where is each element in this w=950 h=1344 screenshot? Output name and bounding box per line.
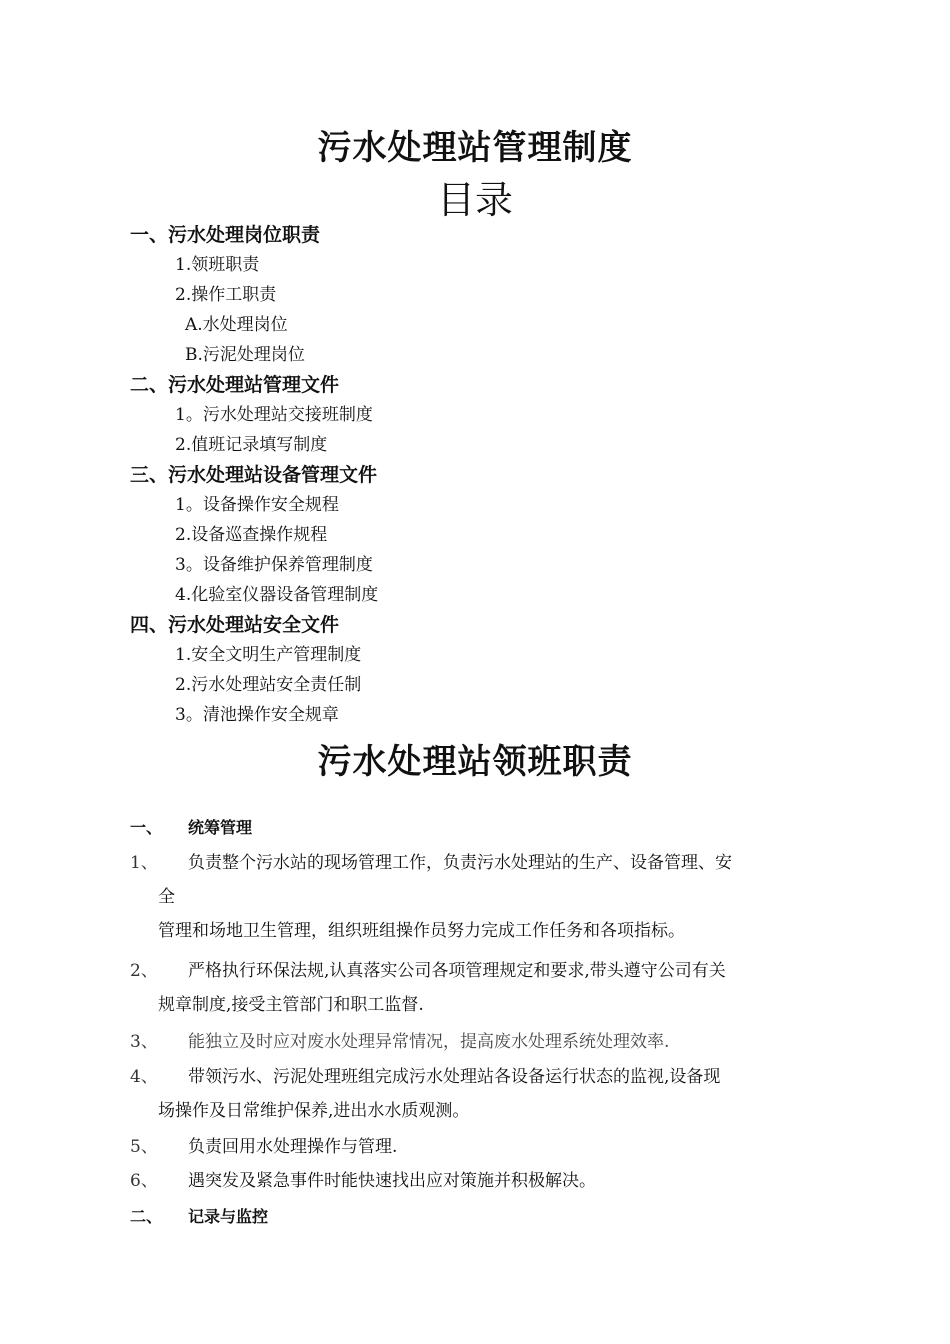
toc-section-1: 一、污水处理岗位职责 bbox=[130, 224, 321, 246]
item-number: 3、 bbox=[130, 1032, 158, 1052]
paragraph-text: 场操作及日常维护保养,进出水水质观测。 bbox=[158, 1101, 470, 1121]
paragraph-text: 负责整个污水站的现场管理工作，负责污水处理站的生产、设备管理、安 bbox=[188, 853, 732, 873]
duty-paragraph-4 bbox=[130, 1060, 810, 1128]
paragraph-text: 能独立及时应对废水处理异常情况，提高废水处理系统处理效率. bbox=[188, 1032, 670, 1052]
subsection-heading-2 bbox=[130, 1205, 268, 1229]
paragraph-text: 全 bbox=[158, 887, 175, 907]
duty-paragraph-5 bbox=[130, 1130, 810, 1164]
paragraph-text: 严格执行环保法规,认真落实公司各项管理规定和要求,带头遵守公司有关 bbox=[188, 961, 726, 981]
duty-paragraph-6 bbox=[130, 1164, 810, 1198]
toc-item: 2.值班记录填写制度 bbox=[175, 435, 328, 455]
item-number: 1、 bbox=[130, 853, 158, 873]
subsection-number: 二、 bbox=[130, 1207, 163, 1226]
toc-title: 目录 bbox=[436, 178, 513, 222]
document-title: 污水处理站管理制度 bbox=[317, 128, 633, 168]
toc-item: 1。设备操作安全规程 bbox=[175, 495, 339, 515]
item-number: 5、 bbox=[130, 1137, 158, 1157]
toc-subitem: B.污泥处理岗位 bbox=[185, 345, 305, 365]
toc-subitem: A.水处理岗位 bbox=[185, 315, 288, 335]
duty-paragraph-1 bbox=[130, 846, 810, 948]
toc-item: 3。清池操作安全规章 bbox=[175, 705, 339, 725]
duty-paragraph-3 bbox=[130, 1025, 810, 1059]
subsection-number: 一、 bbox=[130, 818, 163, 837]
item-number: 6、 bbox=[130, 1171, 158, 1191]
item-number: 2、 bbox=[130, 961, 158, 981]
toc-section-3: 三、污水处理站设备管理文件 bbox=[130, 464, 378, 486]
paragraph-text: 负责回用水处理操作与管理. bbox=[188, 1137, 398, 1157]
toc-section-2: 二、污水处理站管理文件 bbox=[130, 374, 340, 396]
toc-item: 1.领班职责 bbox=[175, 255, 260, 275]
paragraph-text: 管理和场地卫生管理，组织班组操作员努力完成工作任务和各项指标。 bbox=[158, 921, 685, 941]
toc-item: 1。污水处理站交接班制度 bbox=[175, 405, 373, 425]
paragraph-text: 规章制度,接受主管部门和职工监督. bbox=[158, 995, 424, 1015]
toc-item: 2.污水处理站安全责任制 bbox=[175, 675, 362, 695]
duty-paragraph-2 bbox=[130, 954, 810, 1022]
subsection-title: 记录与监控 bbox=[188, 1207, 269, 1226]
toc-item: 4.化验室仪器设备管理制度 bbox=[175, 585, 379, 605]
paragraph-text: 遇突发及紧急事件时能快速找出应对策施并积极解决。 bbox=[188, 1171, 596, 1191]
toc-item: 3。设备维护保养管理制度 bbox=[175, 555, 373, 575]
item-number: 4、 bbox=[130, 1067, 158, 1087]
toc-item: 2.设备巡查操作规程 bbox=[175, 525, 328, 545]
subsection-heading-1 bbox=[130, 816, 252, 840]
toc-section-4: 四、污水处理站安全文件 bbox=[130, 614, 340, 636]
table-of-contents bbox=[0, 220, 950, 730]
toc-item: 1.安全文明生产管理制度 bbox=[175, 645, 362, 665]
subsection-title: 统筹管理 bbox=[188, 818, 253, 837]
section-title-duty: 污水处理站领班职责 bbox=[317, 742, 633, 782]
toc-item: 2.操作工职责 bbox=[175, 285, 277, 305]
paragraph-text: 带领污水、污泥处理班组完成污水处理站各设备运行状态的监视,设备现 bbox=[188, 1067, 721, 1087]
